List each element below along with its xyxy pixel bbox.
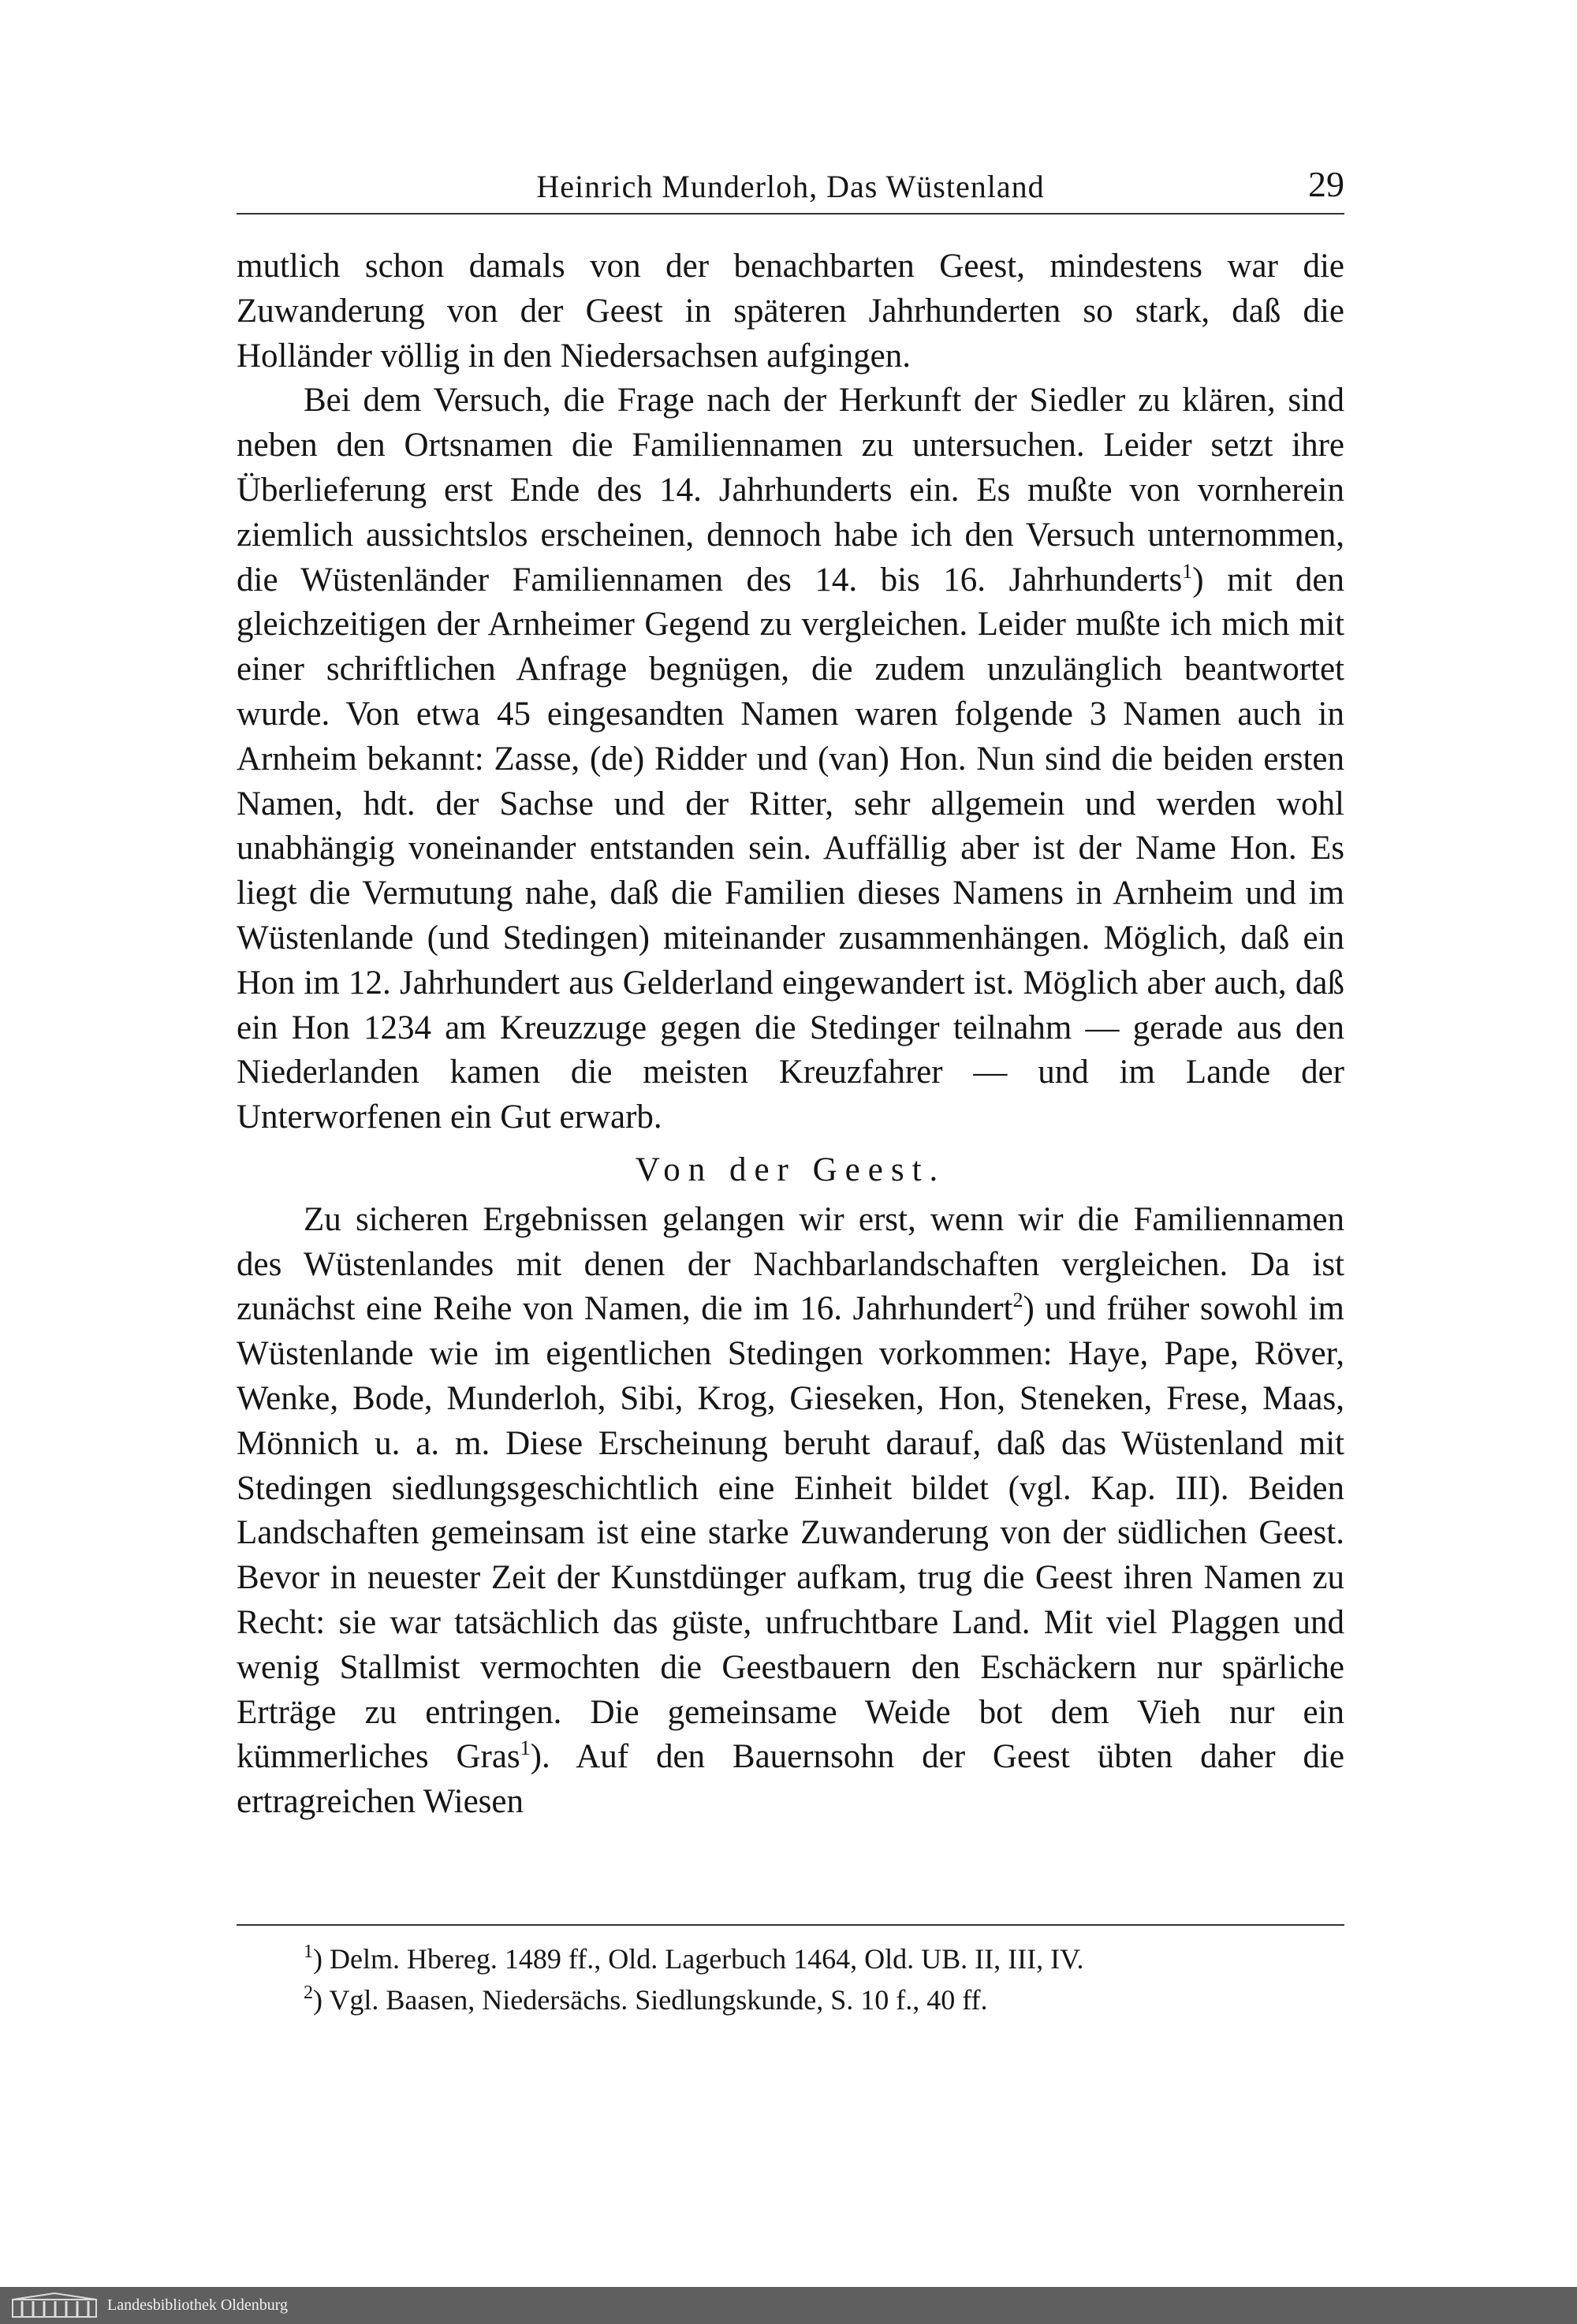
paragraph-2 bbox=[237, 379, 1344, 1140]
paragraph-3-part-a: Zu sicheren Ergebnissen gelangen wir erst, wenn wir die Familiennamen des Wüstenlandes mit denen der Nachbarlandschaften vergleichen. Da ist zunächst eine Reihe von Namen, die im 16. Jahrhundert bbox=[237, 1200, 1344, 1328]
footnote-ref-2: 2 bbox=[1012, 1289, 1023, 1312]
paragraph-2-part-a: Bei dem Versuch, die Frage nach der Herkunft der Siedler zu klären, sind neben den Ortsnamen die Familiennamen zu untersuchen. Leider setzt ihre Überlieferung erst Ende des 14. Jahrhunderts ein. Es mußte von vornherein ziemlich aussichtslos erscheinen, dennoch habe ich den Versuch unternommen, die Wüstenländer Familiennamen des 14. bis 16. Jahrhunderts bbox=[237, 382, 1344, 599]
footnote-2-mark: 2 bbox=[304, 1983, 313, 2003]
paragraph-1: mutlich schon damals von der benachbarten Geest, mindestens war die Zuwanderung von der Geest in späteren Jahrhunderten so stark, daß die Holländer völlig in den Niedersachsen aufgingen. bbox=[237, 248, 1344, 375]
body-text bbox=[237, 244, 1344, 1825]
library-building-icon bbox=[11, 2292, 98, 2318]
footnote-rule bbox=[237, 1924, 1344, 1926]
footnote-ref-3: 1 bbox=[520, 1736, 531, 1760]
footnote-1 bbox=[304, 1938, 1344, 1979]
running-header bbox=[237, 162, 1344, 209]
paragraph-3 bbox=[237, 1198, 1344, 1825]
footnote-1-mark: 1 bbox=[304, 1942, 313, 1962]
running-title: Heinrich Munderloh, Das Wüstenland bbox=[536, 169, 1045, 204]
library-name: Landesbibliothek Oldenburg bbox=[107, 2296, 289, 2314]
footnote-1-text: ) Delm. Hbereg. 1489 ff., Old. Lagerbuch 1464, Old. UB. II, III, IV. bbox=[313, 1943, 1084, 1975]
footnote-ref-1: 1 bbox=[1182, 559, 1193, 583]
footnote-2-text: ) Vgl. Baasen, Niedersächs. Siedlungskunde, S. 10 f., 40 ff. bbox=[313, 1984, 988, 2016]
section-heading: Von der Geest. bbox=[635, 1151, 946, 1188]
paragraph-3-part-c: ). Auf den Bauernsohn der Geest übten daher die ertragreichen Wiesen bbox=[237, 1738, 1344, 1821]
footnote-2 bbox=[304, 1979, 1344, 2020]
library-footer-bar bbox=[0, 2287, 1577, 2324]
header-rule bbox=[237, 213, 1344, 214]
paragraph-2-part-b: ) mit den gleichzeitigen der Arnheimer Gegend zu vergleichen. Leider mußte ich mich mit einer schriftlichen Anfrage begnügen, die zudem unzulänglich beantwortet wurde. Von etwa 45 eingesandten Namen waren folgende 3 Namen auch in Arnheim bekannt: Zasse, (de) Ridder und (van) Hon. Nun sind die beiden ersten Namen, hdt. der Sachse und der Ritter, sehr allgemein und werden wohl unabhängig voneinander entstanden sein. Auffällig aber ist der Name Hon. Es liegt die Vermutung nahe, daß die Familien dieses Namens in Arnheim und im Wüstenlande (und Stedingen) miteinander zusammenhängen. Möglich, daß ein Hon im 12. Jahrhundert aus Gelderland eingewandert ist. Möglich aber auch, daß ein Hon 1234 am Kreuzzuge gegen die Stedinger teilnahm — gerade aus den Niederlanden kamen die meisten Kreuzfahrer — und im Lande der Unterworfenen ein Gut erwarb. bbox=[237, 561, 1344, 1136]
footnotes bbox=[304, 1938, 1344, 2020]
paragraph-3-part-b: ) und früher sowohl im Wüstenlande wie im eigentlichen Stedingen vorkommen: Haye, Pape, Röver, Wenke, Bode, Munderloh, Sibi, Krog, Gieseken, Hon, Steneken, Frese, Maas, Mönnich u. a. m. Diese Erscheinung beruht darauf, daß das Wüstenland mit Stedingen siedlungsgeschichtlich eine Einheit bildet (vgl. Kap. III). Beiden Landschaften gemeinsam ist eine starke Zuwanderung von der südlichen Geest. Bevor in neuester Zeit der Kunstdünger aufkam, trug die Geest ihren Namen zu Recht: sie war tatsächlich das güste, unfruchtbare Land. Mit viel Plaggen und wenig Stallmist vermochten die Geestbauern den Eschäckern nur spärliche Erträge zu entringen. Die gemeinsame Weide bot dem Vieh nur ein kümmerliches Gras bbox=[237, 1290, 1344, 1776]
page-number: 29 bbox=[1308, 164, 1344, 204]
